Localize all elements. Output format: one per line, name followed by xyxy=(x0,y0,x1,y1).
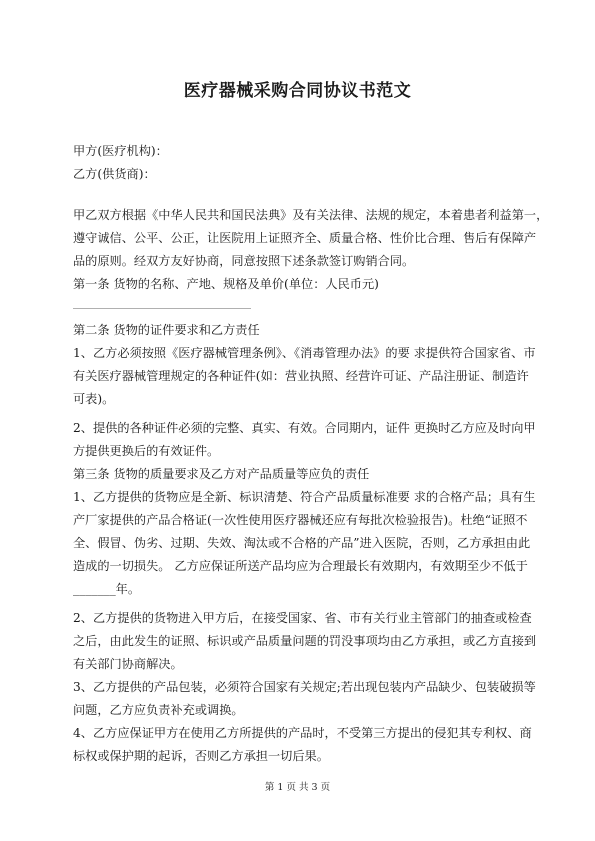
blank-divider xyxy=(73,308,251,309)
article-2-item-2: 方提供更换后的有效证件。 xyxy=(73,444,220,458)
article-3-item-3: 问题，乙方应负责补充或调换。 xyxy=(73,703,244,717)
article-3-item-1: 全、假冒、伪劣、过期、失效、淘汰或不合格的产品”进入医院，否则，乙方承担由此 xyxy=(73,536,531,550)
article-3-item-4: 标权或保护期的起诉，否则乙方承担一切后果。 xyxy=(73,749,329,763)
article-3-item-1: 造成的一切损失。 乙方应保证所送产品均应为合理最长有效期内，有效期至少不低于 xyxy=(73,559,528,573)
party-b-line: 乙方(供货商)： xyxy=(73,167,156,181)
article-2-item-1: 可表)。 xyxy=(73,392,115,406)
article-3-item-1: 1、乙方提供的货物应是全新、标识清楚、符合产品质量标准要 求的合格产品；具有生 xyxy=(73,490,536,504)
intro-line: 品的原则。经双方友好协商，同意按照下述条款签订购销合同。 xyxy=(73,254,415,268)
article-3-item-3: 3、乙方提供的产品包装，必须符合国家有关规定;若出现包装内产品缺少、包装破损等 xyxy=(73,680,536,694)
article-2-heading: 第二条 货物的证件要求和乙方责任 xyxy=(73,323,260,337)
article-3-item-1: _______年。 xyxy=(73,582,141,596)
article-3-item-4: 4、乙方应保证甲方在使用乙方所提供的产品时，不受第三方提出的侵犯其专利权、商 xyxy=(73,726,532,740)
article-3-item-2: 2、乙方提供的货物进入甲方后，在接受国家、省、市有关行业主管部门的抽查或检查 xyxy=(73,611,532,625)
article-1-heading: 第一条 货物的名称、产地、规格及单价(单位：人民币元) xyxy=(73,277,379,291)
document-title: 医疗器械采购合同协议书范文 xyxy=(183,81,412,101)
article-2-item-1: 有关医疗器械管理规定的各种证件(如：营业执照、经营许可证、产品注册证、制造许 xyxy=(73,369,529,383)
article-3-item-2: 有关部门协商解决。 xyxy=(73,657,183,671)
intro-line: 遵守诚信、公平、公正，让医院用上证照齐全、质量合格、性价比合理、售后有保障产 xyxy=(73,231,537,245)
article-3-heading: 第三条 货物的质量要求及乙方对产品质量等应负的责任 xyxy=(73,467,370,481)
page-number: 第 1 页 共 3 页 xyxy=(264,782,331,793)
party-a-line: 甲方(医疗机构)： xyxy=(73,144,168,158)
article-2-item-2: 2、提供的各种证件必须的完整、真实、有效。合同期内，证件 更换时乙方应及时向甲 xyxy=(73,421,536,435)
document-body xyxy=(73,140,549,768)
article-3-item-2: 之后，由此发生的证照、标识或产品质量问题的罚没事项均由乙方承担，或乙方直接到 xyxy=(73,634,537,648)
intro-line: 甲乙双方根据《中华人民共和国民法典》及有关法律、法规的规定，本着患者利益第一， xyxy=(73,208,549,222)
article-3-item-1: 产厂家提供的产品合格证(一次性使用医疗器械还应有每批次检验报告)。杜绝“证照不 xyxy=(73,513,528,527)
article-2-item-1: 1、乙方必须按照《医疗器械管理条例》、《消毒管理办法》的要 求提供符合国家省、市 xyxy=(73,346,536,360)
